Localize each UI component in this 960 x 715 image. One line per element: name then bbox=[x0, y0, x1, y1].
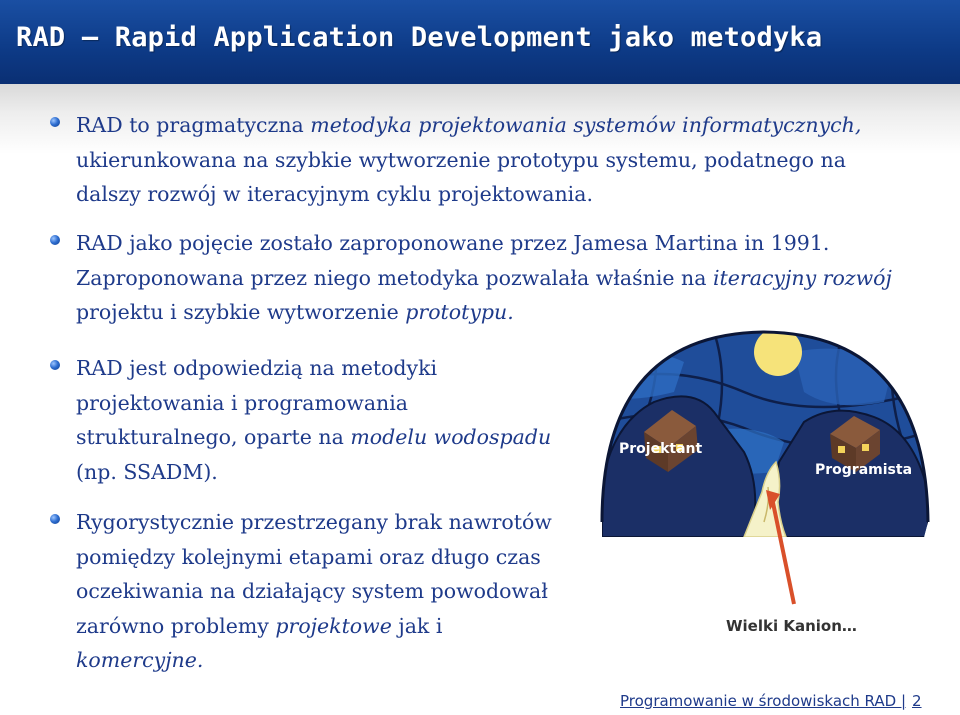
paragraph-line bbox=[76, 143, 861, 178]
italic-text: iteracyjny rozwój bbox=[713, 265, 892, 290]
text-run: projektu i szybkie wytworzenie bbox=[76, 300, 406, 324]
italic-text: projektowe bbox=[275, 613, 392, 638]
footer bbox=[620, 692, 922, 710]
text-run: zarówno problemy bbox=[76, 613, 276, 638]
text-run: oczekiwania na działający system powodował bbox=[76, 579, 548, 603]
text-run: ukierunkowana na szybkie wytworzenie prototypu systemu, podatnego na bbox=[76, 147, 846, 172]
text-run: strukturalnego, oparte na bbox=[76, 425, 351, 449]
paragraph-line bbox=[76, 108, 861, 143]
label-projektant: Projektant bbox=[619, 441, 703, 457]
text-run: pomiędzy kolejnymi etapami oraz długo czas bbox=[76, 544, 541, 569]
paragraph-line bbox=[76, 351, 551, 386]
text-run: RAD jest odpowiedzią na metodyki bbox=[76, 356, 438, 380]
bullet-paragraph-4 bbox=[76, 505, 552, 678]
italic-text: prototypu. bbox=[405, 300, 514, 324]
label-programista: Programista bbox=[815, 462, 913, 478]
text-run: (np. SSADM). bbox=[76, 459, 218, 484]
bullet-icon bbox=[50, 360, 60, 370]
text-run: jak i bbox=[391, 613, 443, 638]
text-run: Rygorystycznie przestrzegany brak nawrotów bbox=[76, 510, 552, 534]
paragraph-line bbox=[76, 386, 551, 421]
paragraph-line bbox=[76, 420, 551, 455]
paragraph-line bbox=[76, 505, 552, 540]
paragraph-line bbox=[76, 455, 551, 490]
slide-title: RAD — Rapid Application Development jako metodyka bbox=[16, 22, 823, 53]
text-run: dalszy rozwój w iteracyjnym cyklu projektowania. bbox=[76, 182, 593, 206]
title-bar bbox=[0, 0, 960, 84]
page-number: 2 bbox=[912, 692, 922, 710]
bullet-icon bbox=[50, 514, 60, 524]
paragraph-line bbox=[76, 261, 892, 296]
bullet-paragraph-2 bbox=[76, 226, 892, 330]
bullet-paragraph-1 bbox=[76, 108, 861, 212]
paragraph-line bbox=[76, 609, 552, 644]
text-run: RAD to pragmatyczna bbox=[76, 113, 311, 137]
paragraph-line bbox=[76, 643, 552, 678]
footer-text: Programowanie w środowiskach RAD | bbox=[620, 692, 906, 710]
paragraph-line bbox=[76, 574, 552, 609]
text-run: Zaproponowana przez niego metodyka pozwalała właśnie na bbox=[76, 265, 713, 290]
italic-text: metodyka projektowania systemów informatycznych, bbox=[310, 113, 862, 137]
italic-text: modelu wodospadu bbox=[350, 425, 552, 449]
bullet-icon bbox=[50, 235, 60, 245]
text-run: RAD jako pojęcie zostało zaproponowane przez Jamesa Martina in 1991. bbox=[76, 231, 830, 255]
bullet-icon bbox=[50, 117, 60, 127]
paragraph-line bbox=[76, 540, 552, 575]
text-run: projektowania i programowania bbox=[76, 390, 409, 415]
caption-wielki-kanion: Wielki Kanion… bbox=[726, 617, 857, 635]
bullet-paragraph-3 bbox=[76, 351, 551, 489]
italic-text: komercyjne. bbox=[76, 648, 204, 672]
paragraph-line bbox=[76, 226, 892, 261]
paragraph-line bbox=[76, 177, 861, 212]
